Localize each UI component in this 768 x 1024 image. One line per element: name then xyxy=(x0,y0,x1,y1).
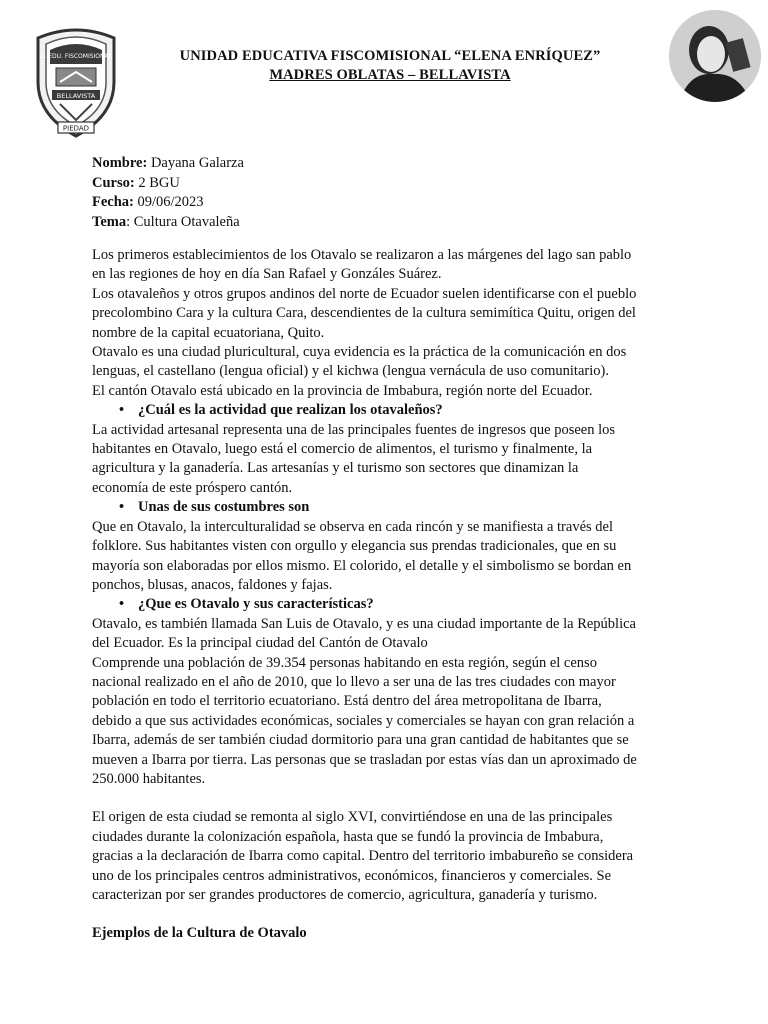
bullet-icon: • xyxy=(119,596,125,613)
paragraph-characteristics: Otavalo, es también llamada San Luis de Otavalo, y es una ciudad importante de la República del Ecuador. Es la principal ciudad del Cantón de Otavalo Comprende una población de 39.354 personas habitando en esta región, según el censo nacional realizado en el año de 2010, que lo llevo a ser una de las tres ciudades con mayor población en todo el territorio ecuatoriano. Está dentro del área metropolitana de Ibarra, debido a que sus actividades económicas, sociales y comerciales se hayan con gran relación a Ibarra, además de ser también ciudad dormitorio para una gran cantidad de habitantes que se mueven a Ibarra por tierra. Las personas que se trasladan por estas vías dan un aproximado de 250.000 habitantes. xyxy=(92,615,637,787)
document-body xyxy=(92,246,732,944)
info-topic: Tema: Cultura Otavaleña xyxy=(92,213,240,230)
crest-bottom-text: PIEDAD xyxy=(62,124,90,133)
school-crest-logo xyxy=(30,20,122,140)
info-course: Curso: 2 BGU xyxy=(92,174,180,191)
student-info-block xyxy=(92,154,244,232)
info-name: Nombre: Dayana Galarza xyxy=(92,155,244,171)
school-subtitle: MADRES OBLATAS – BELLAVISTA xyxy=(269,67,511,83)
school-name: UNIDAD EDUCATIVA FISCOMISIONAL “ELENA ENRÍQUEZ” xyxy=(179,48,601,64)
bullet-icon: • xyxy=(119,499,125,516)
crest-mid-text: BELLAVISTA xyxy=(56,92,96,100)
section-heading-examples: Ejemplos de la Cultura de Otavalo xyxy=(92,925,307,942)
school-header xyxy=(130,47,650,85)
paragraph-spacer xyxy=(92,905,732,924)
paragraph-spacer xyxy=(92,789,732,808)
bullet-icon: • xyxy=(119,402,125,419)
bullet-heading-customs: • Unas de sus costumbres son xyxy=(92,498,732,517)
paragraph-origin: El origen de esta ciudad se remonta al siglo XVI, convirtiéndose en una de las principales ciudades durante la colonización española, hasta que se fundó la provincia de Imbabura, gracias a la declaración de Ibarra como capital. Dentro del territorio imbabureño se considera uno de los principales centros administrativos, económicos, financieros y comerciales. Se caracterizan por ser grandes productores de comercio, agricultura, ganadería y turismo. xyxy=(92,809,634,903)
bullet-heading-activity: • ¿Cuál es la actividad que realizan los otavaleños? xyxy=(92,401,732,420)
crest-top-text: U. EDU. FISCOMISIONAL xyxy=(40,53,112,60)
bullet-heading-characteristics: • ¿Que es Otavalo y sus características? xyxy=(92,595,732,614)
info-date: Fecha: 09/06/2023 xyxy=(92,194,204,210)
paragraph-intro: Los primeros establecimientos de los Otavalo se realizaron a las márgenes del lago san pablo en las regiones de hoy en día San Rafael y Gonzáles Suárez. Los otavaleños y otros grupos andinos del norte de Ecuador suelen identificarse con el pueblo precolombino Cara y la cultura Cara, descendientes de la cultura semimítica Quitu, origen del nombre de la capital ecuatoriana, Quito. Otavalo es una ciudad pluricultural, cuya evidencia es la práctica de la comunicación en dos lenguas, el castellano (lengua oficial) y el kichwa (lengua vernácula de uso comunitario). El cantón Otavalo está ubicado en la provincia de Imbabura, región norte del Ecuador. xyxy=(92,247,637,399)
founder-portrait-photo xyxy=(669,10,761,102)
paragraph-customs: Que en Otavalo, la interculturalidad se observa en cada rincón y se manifiesta a través del folklore. Sus habitantes visten con orgullo y elegancia sus prendas tradicionales, que en su mayoría son elaboradas por ellos mismo. El colorido, el detalle y el simbolismo se bordan en ponchos, blusas, anacos, faldones y fajas. xyxy=(92,518,632,593)
paragraph-activity: La actividad artesanal representa una de las principales fuentes de ingresos que poseen los habitantes en Otavalo, luego está el comercio de alimentos, el turismo y finalmente, la agricultura y la ganadería. Las artesanías y el turismo son sectores que dinamizan la economía de este próspero cantón. xyxy=(92,421,616,496)
